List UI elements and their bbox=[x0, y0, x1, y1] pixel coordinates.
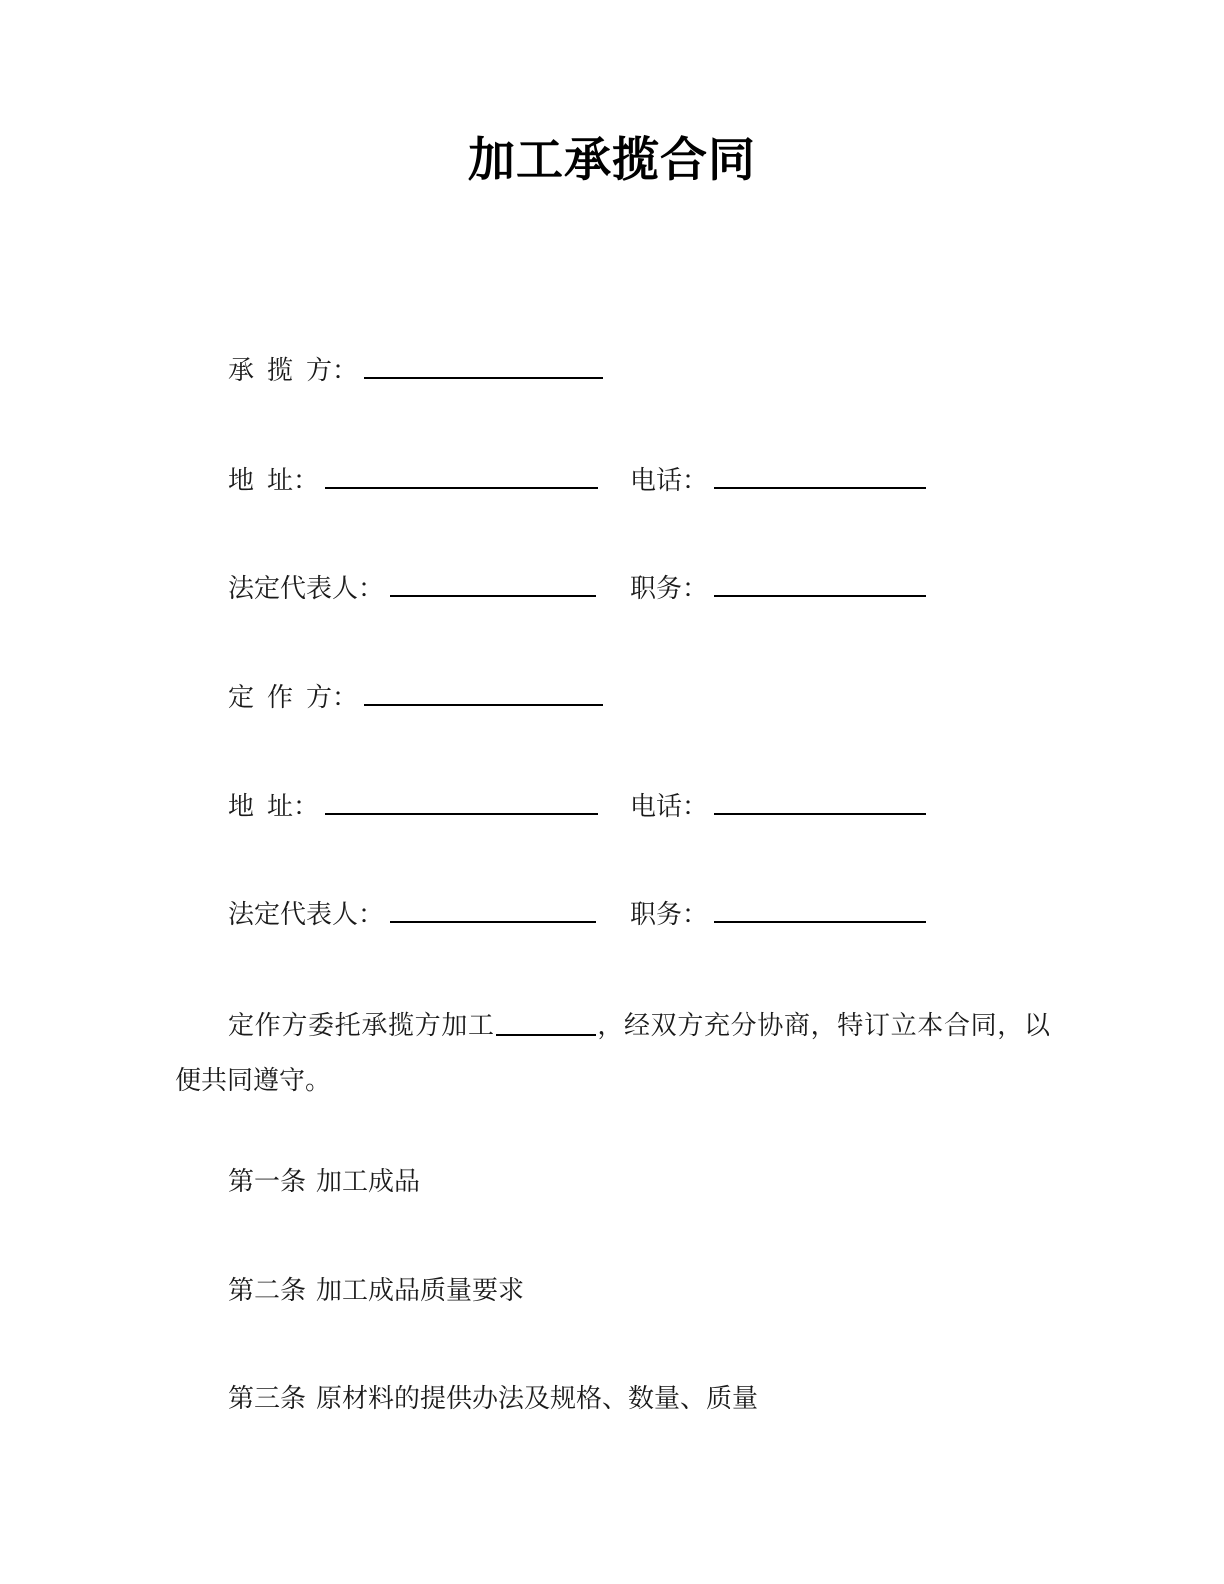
client-address-label: 地 址： bbox=[228, 792, 320, 821]
clause-item-1 bbox=[228, 1163, 420, 1201]
contractor-phone-label: 电话： bbox=[630, 466, 709, 495]
contractor-legal-rep-label: 法定代表人： bbox=[228, 574, 385, 603]
preamble-text-before: 定作方委托承揽方加工 bbox=[228, 1011, 495, 1040]
clause-number-1: 第一条 bbox=[228, 1167, 307, 1196]
clause-number-2: 第二条 bbox=[228, 1276, 307, 1305]
contractor-party-input[interactable] bbox=[364, 349, 603, 379]
preamble-text-after: ，经双方充分协商，特订立本合同，以便共同遵守。 bbox=[175, 1011, 1050, 1095]
contractor-legal-rep-row bbox=[175, 567, 1055, 609]
client-phone-field bbox=[630, 785, 926, 826]
contractor-party-field bbox=[228, 349, 603, 390]
clause-item-3 bbox=[228, 1380, 758, 1418]
contractor-duty-input[interactable] bbox=[714, 567, 926, 597]
client-phone-input[interactable] bbox=[714, 785, 926, 815]
client-duty-input[interactable] bbox=[714, 893, 926, 923]
client-party-field bbox=[228, 676, 603, 717]
clause-title-3: 原材料的提供办法及规格、数量、质量 bbox=[316, 1384, 759, 1413]
contractor-duty-label: 职务： bbox=[630, 574, 709, 603]
clause-item-2 bbox=[228, 1272, 524, 1310]
contractor-duty-field bbox=[630, 567, 926, 608]
contractor-phone-field bbox=[630, 459, 926, 500]
contractor-address-row bbox=[175, 459, 1055, 501]
client-address-row bbox=[175, 785, 1055, 827]
contractor-address-field bbox=[228, 459, 598, 500]
contractor-address-input[interactable] bbox=[325, 459, 598, 489]
clause-number-3: 第三条 bbox=[228, 1384, 307, 1413]
contractor-phone-input[interactable] bbox=[714, 459, 926, 489]
client-legal-rep-input[interactable] bbox=[390, 893, 596, 923]
client-legal-rep-field bbox=[228, 893, 596, 934]
contractor-party-label: 承 揽 方： bbox=[228, 356, 359, 385]
client-legal-rep-row bbox=[175, 893, 1055, 935]
client-party-row bbox=[175, 676, 1055, 718]
contractor-party-row bbox=[175, 349, 1055, 391]
client-party-input[interactable] bbox=[364, 676, 603, 706]
contractor-address-label: 地 址： bbox=[228, 466, 320, 495]
contractor-legal-rep-field bbox=[228, 567, 596, 608]
clause-title-2: 加工成品质量要求 bbox=[316, 1276, 525, 1305]
clause-title-1: 加工成品 bbox=[316, 1167, 421, 1196]
client-legal-rep-label: 法定代表人： bbox=[228, 900, 385, 929]
contractor-legal-rep-input[interactable] bbox=[390, 567, 596, 597]
client-phone-label: 电话： bbox=[630, 792, 709, 821]
preamble-product-input[interactable] bbox=[496, 1012, 596, 1036]
preamble-paragraph bbox=[175, 998, 1050, 1108]
client-duty-field bbox=[630, 893, 926, 934]
client-address-input[interactable] bbox=[325, 785, 598, 815]
page-title: 加工承揽合同 bbox=[468, 133, 756, 188]
client-duty-label: 职务： bbox=[630, 900, 709, 929]
client-address-field bbox=[228, 785, 598, 826]
client-party-label: 定 作 方： bbox=[228, 683, 359, 712]
